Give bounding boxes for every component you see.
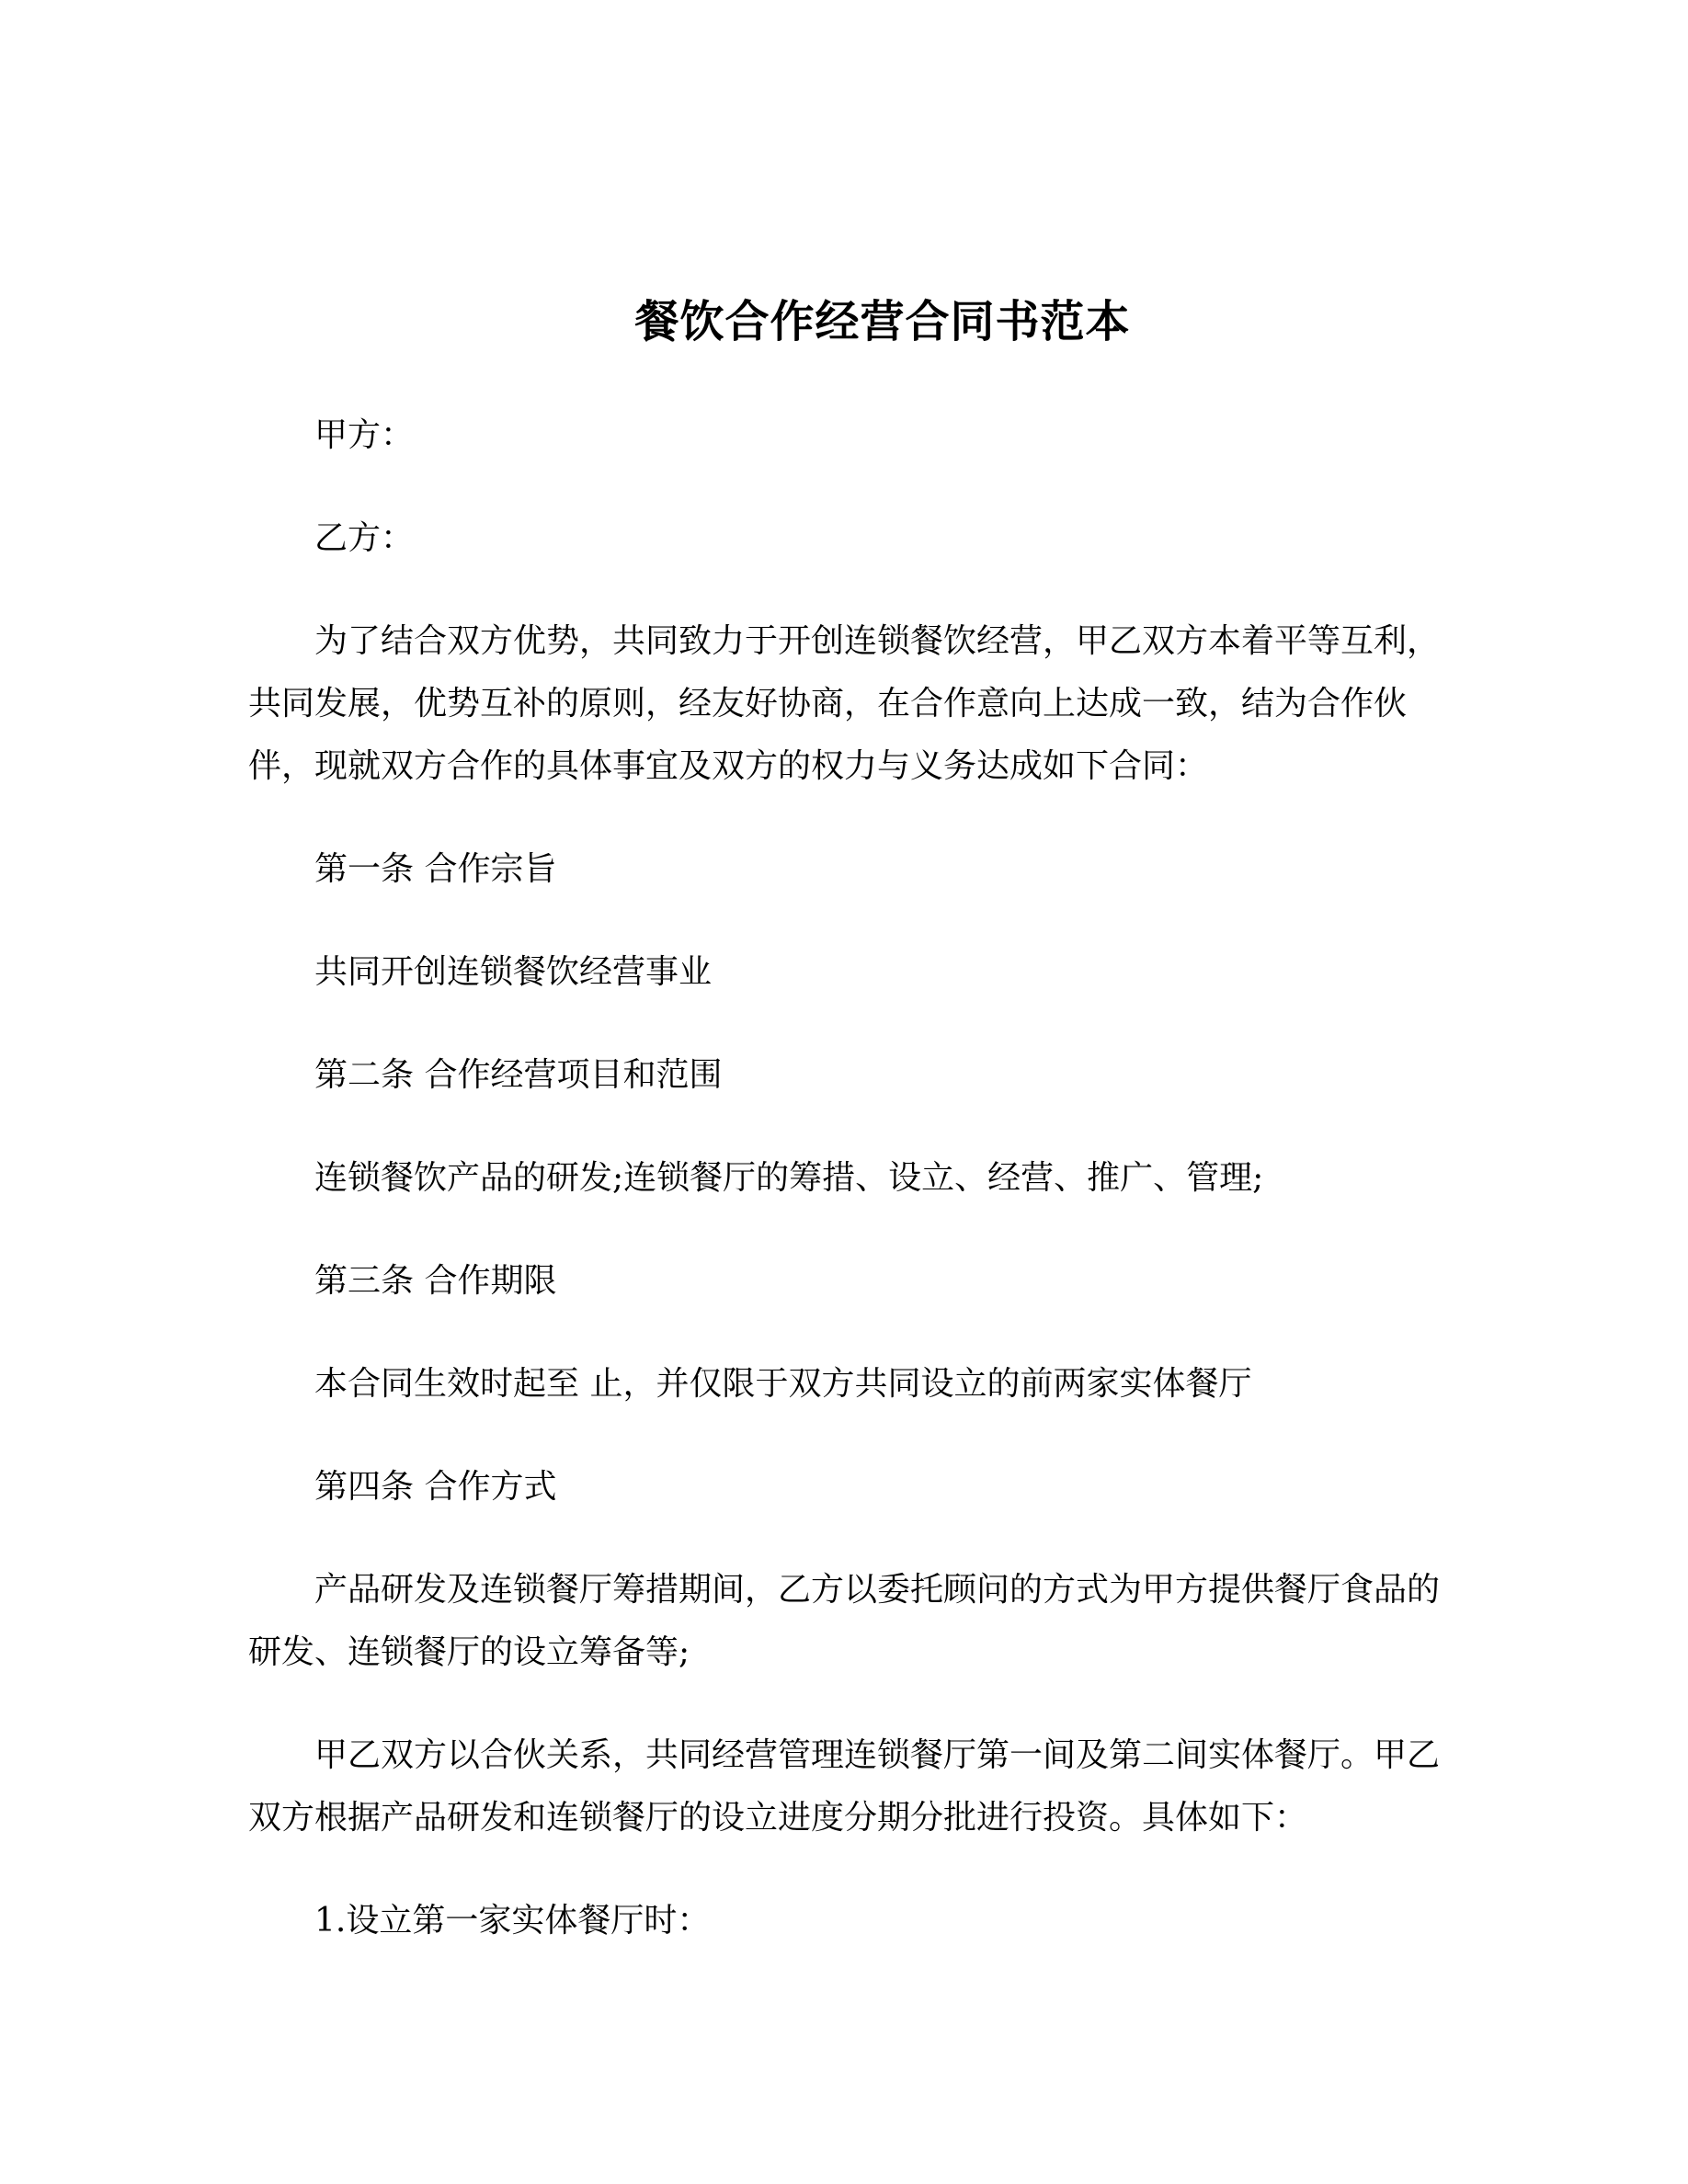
article1-heading: 第一条 合作宗旨 — [314, 850, 557, 888]
article4-para2-line-2: 双方根据产品研发和连锁餐厅的设立进度分期分批进行投资。具体如下： — [248, 1799, 1308, 1837]
article4-para1-line-2: 研发、连锁餐厅的设立筹备等; — [248, 1633, 690, 1671]
article4-para2-line-1: 甲乙双方以合伙关系，共同经营管理连锁餐厅第一间及第二间实体餐厅。甲乙 — [314, 1736, 1441, 1774]
article1-body: 共同开创连锁餐饮经营事业 — [314, 953, 713, 991]
article3-body: 本合同生效时起至 止，并仅限于双方共同设立的前两家实体餐厅 — [314, 1365, 1252, 1403]
party-a-label: 甲方： — [314, 416, 415, 454]
party-b-label: 乙方： — [314, 519, 415, 557]
article4-para1-line-1: 产品研发及连锁餐厅筹措期间，乙方以委托顾问的方式为甲方提供餐厅食品的 — [314, 1571, 1441, 1609]
item1-line: 1.设立第一家实体餐厅时： — [314, 1902, 711, 1939]
intro-line-1: 为了结合双方优势，共同致力于开创连锁餐饮经营，甲乙双方本着平等互利， — [314, 622, 1441, 660]
article3-heading: 第三条 合作期限 — [314, 1262, 557, 1300]
intro-line-3: 伴，现就双方合作的具体事宜及双方的权力与义务达成如下合同： — [248, 747, 1209, 785]
article2-heading: 第二条 合作经营项目和范围 — [314, 1056, 723, 1094]
article2-body: 连锁餐饮产品的研发;连锁餐厅的筹措、设立、经营、推广、管理; — [314, 1159, 1264, 1197]
intro-line-2: 共同发展，优势互补的原则，经友好协商，在合作意向上达成一致，结为合作伙 — [248, 685, 1408, 722]
article4-heading: 第四条 合作方式 — [314, 1468, 557, 1506]
document-title: 餐饮合作经营合同书范本 — [634, 296, 1131, 347]
